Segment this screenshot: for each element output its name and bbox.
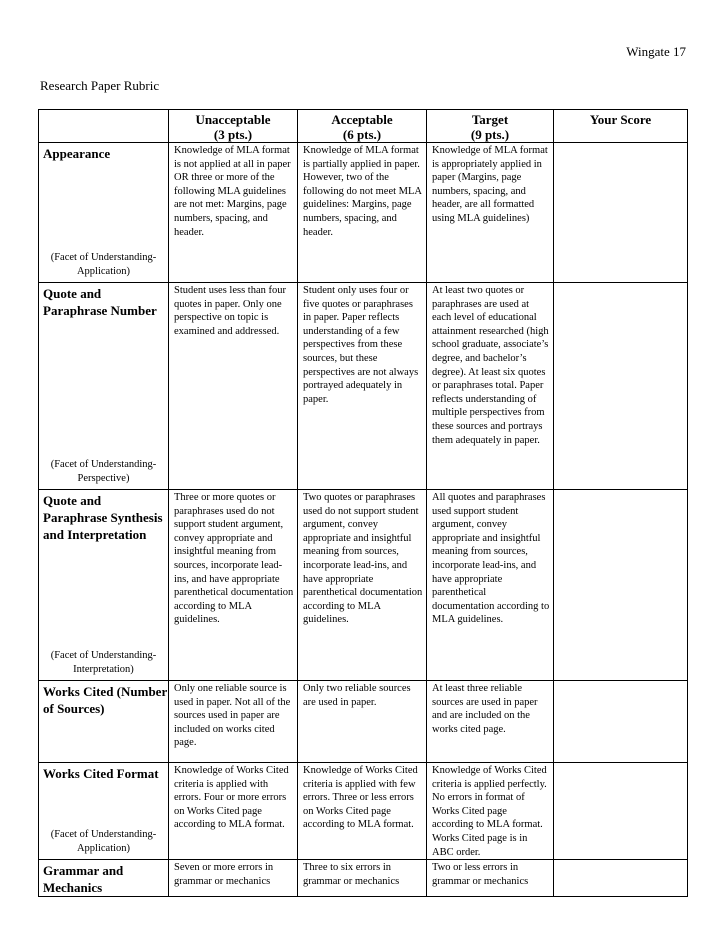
table-row (39, 143, 688, 283)
facet-label: (Facet of Understanding-Application) (50, 829, 157, 855)
header-label: Unacceptable (195, 112, 271, 127)
header-acceptable (298, 110, 427, 143)
criterion-name: Appearance (43, 146, 111, 161)
criterion-name: Works Cited Format (43, 766, 159, 781)
unacceptable-cell: Seven or more errors in grammar or mechanics (169, 860, 298, 897)
acceptable-cell: Knowledge of Works Cited criteria is applied with few errors. Three or less errors on Works Cited page according to MLA format. (298, 763, 427, 860)
rubric-table (38, 109, 688, 897)
header-criterion (39, 110, 169, 143)
score-cell[interactable] (554, 763, 688, 860)
score-cell[interactable] (554, 283, 688, 490)
acceptable-cell: Student only uses four or five quotes or paraphrases in paper. Paper reflects understanding of a few perspectives from these sources, but these perspectives are not always portrayed adequately in paper. (298, 283, 427, 490)
score-cell[interactable] (554, 681, 688, 763)
score-cell[interactable] (554, 860, 688, 897)
header-points: (3 pts.) (213, 127, 253, 142)
header-label: Your Score (589, 112, 652, 127)
header-target (427, 110, 554, 143)
score-cell[interactable] (554, 490, 688, 681)
criterion-cell (39, 490, 169, 681)
target-cell: Knowledge of MLA format is appropriately applied in paper (Margins, page numbers, spacing, and header, are all formatted using MLA guidelines) (427, 143, 554, 283)
score-cell[interactable] (554, 143, 688, 283)
unacceptable-cell: Knowledge of Works Cited criteria is applied with errors. Four or more errors on Works Cited page according to MLA format. (169, 763, 298, 860)
document-title: Research Paper Rubric (40, 78, 160, 93)
table-row (39, 860, 688, 897)
table-row (39, 283, 688, 490)
page-header: Wingate 17 (626, 44, 686, 59)
acceptable-cell: Only two reliable sources are used in paper. (298, 681, 427, 763)
facet-label: (Facet of Understanding-Interpretation) (50, 650, 157, 675)
criterion-name: Grammar and Mechanics (43, 863, 124, 896)
facet-label: (Facet of Understanding-Application) (50, 252, 157, 277)
table-row (39, 490, 688, 681)
table-row (39, 763, 688, 860)
criterion-name: Works Cited (Number of Sources) (43, 684, 167, 716)
criterion-cell (39, 681, 169, 763)
criterion-cell (39, 860, 169, 897)
table-row (39, 681, 688, 763)
acceptable-cell: Knowledge of MLA format is partially applied in paper. However, two of the following do not meet MLA guidelines: Margins, page numbers, spacing, and header. (298, 143, 427, 283)
target-cell: At least three reliable sources are used in paper and are included on the works cited page. (427, 681, 554, 763)
header-unacceptable (169, 110, 298, 143)
criterion-cell (39, 763, 169, 860)
acceptable-cell: Two quotes or paraphrases used do not support student argument, convey appropriate and insightful meaning from sources, incorporate lead-ins, and have appropriate parenthetical documentation according to MLA guidelines. (298, 490, 427, 681)
header-label: Target (471, 112, 509, 127)
target-cell: Knowledge of Works Cited criteria is applied perfectly. No errors in format of Works Cited page according to MLA format. Works Cited page is in ABC order. (427, 763, 554, 860)
target-cell: All quotes and paraphrases used support student argument, convey appropriate and insightful meaning from sources, incorporate lead-ins, and have appropriate parenthetical documentation according to MLA guidelines. (427, 490, 554, 681)
unacceptable-cell: Three or more quotes or paraphrases used do not support student argument, convey appropriate and insightful meaning from sources, incorporate lead-ins, and have appropriate parenthetical documentation according to MLA guidelines. (169, 490, 298, 681)
criterion-name: Quote and Paraphrase Number (43, 286, 157, 318)
target-cell: Two or less errors in grammar or mechanics (427, 860, 554, 897)
criterion-cell (39, 283, 169, 490)
criterion-cell (39, 143, 169, 283)
header-points: (9 pts.) (470, 127, 510, 142)
criterion-name: Quote and Paraphrase Synthesis and Interpretation (43, 493, 163, 542)
acceptable-cell: Three to six errors in grammar or mechanics (298, 860, 427, 897)
header-label: Acceptable (331, 112, 393, 127)
unacceptable-cell: Student uses less than four quotes in paper. Only one perspective on topic is examined and addressed. (169, 283, 298, 490)
header-points: (6 pts.) (342, 127, 382, 142)
unacceptable-cell: Only one reliable source is used in paper. Not all of the sources used in paper are included on works cited page. (169, 681, 298, 763)
header-row (39, 110, 688, 143)
facet-label: (Facet of Understanding-Perspective) (50, 459, 157, 484)
header-your-score (554, 110, 688, 143)
target-cell: At least two quotes or paraphrases are used at each level of educational attainment researched (high school graduate, associate’s degree, and bachelor’s degree). At least six quotes or paraphrases total. Paper reflects understanding of multiple perspectives from these sources and portrays them adequately in paper. (427, 283, 554, 490)
unacceptable-cell: Knowledge of MLA format is not applied at all in paper OR three or more of the following MLA guidelines are not met: Margins, page numbers, spacing, and header. (169, 143, 298, 283)
